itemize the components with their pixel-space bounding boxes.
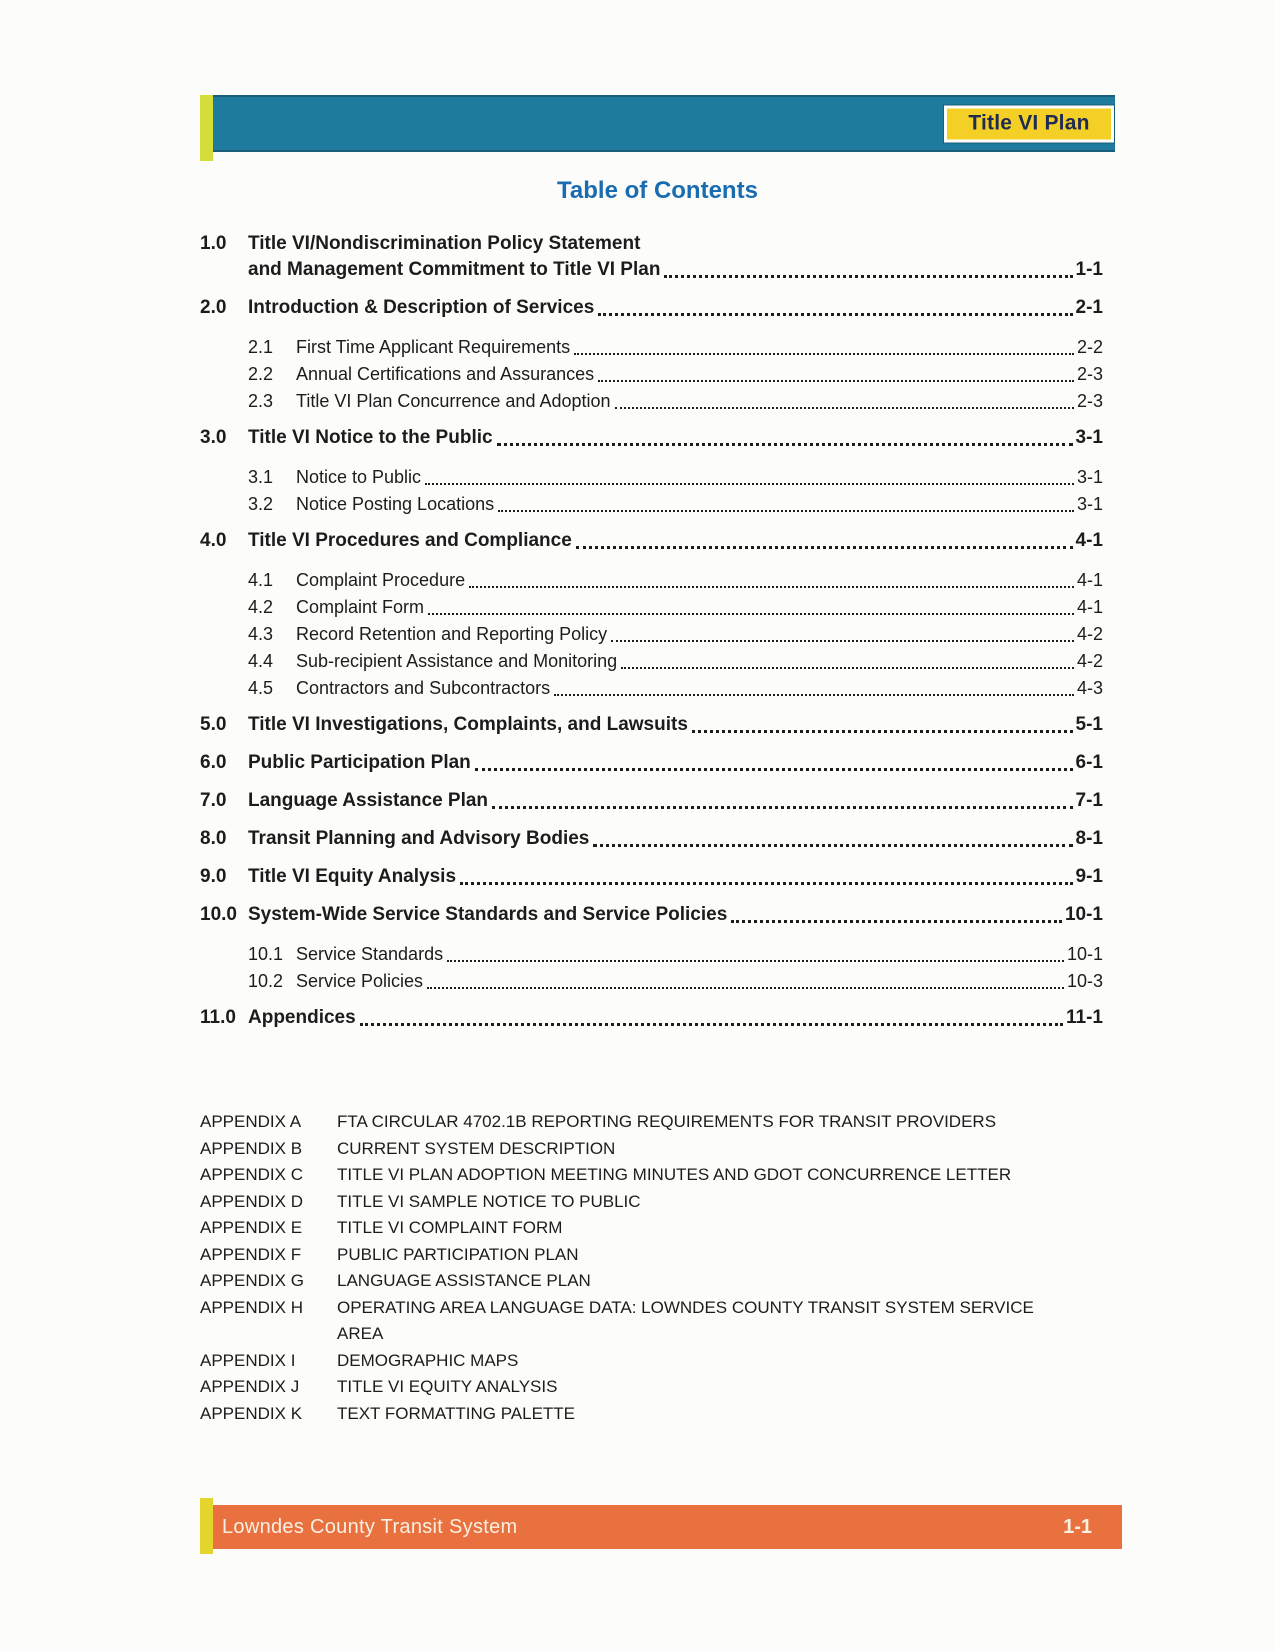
- toc-entry: [200, 567, 1115, 593]
- appendix-title: CURRENT SYSTEM DESCRIPTION: [337, 1138, 616, 1158]
- toc-entry: [200, 231, 1115, 283]
- toc-entry-title: Title VI Notice to the Public: [248, 427, 493, 448]
- page-title: Table of Contents: [557, 177, 758, 204]
- appendix-title: TITLE VI EQUITY ANALYSIS: [337, 1377, 558, 1396]
- toc-entry-number: 11.0: [200, 1007, 236, 1028]
- dot-leader: [598, 313, 1072, 316]
- dot-leader: [460, 882, 1073, 885]
- toc-entry-title: Notice Posting Locations: [296, 494, 495, 514]
- toc-entry-number: 7.0: [200, 790, 227, 811]
- toc-entry-page: 7-1: [1075, 790, 1103, 811]
- document-title-badge: Title VI Plan: [944, 105, 1114, 142]
- toc-entry: [200, 491, 1115, 517]
- appendix-row: [200, 1162, 1115, 1189]
- appendix-label: APPENDIX A: [200, 1112, 302, 1131]
- appendix-label: APPENDIX F: [200, 1244, 302, 1264]
- dot-leader: [692, 730, 1073, 733]
- footer-accent-stripe: [200, 1498, 213, 1554]
- dot-leader: [574, 353, 1074, 355]
- appendix-label: APPENDIX D: [200, 1191, 303, 1211]
- toc-entry-number: 2.0: [200, 297, 227, 318]
- dot-leader: [576, 546, 1073, 549]
- appendix-title: PUBLIC PARTICIPATION PLAN: [337, 1244, 579, 1264]
- toc-entry-title: Complaint Form: [296, 597, 425, 617]
- toc-entry-page: 2-3: [1076, 391, 1103, 411]
- toc-entry-number: 4.4: [248, 651, 274, 671]
- toc-entry-title: Notice to Public: [296, 467, 422, 487]
- header-accent-stripe: [200, 95, 213, 161]
- toc-entry: [200, 621, 1115, 647]
- appendix-row: [200, 1401, 1115, 1428]
- footer-page-number: 1-1: [1063, 1515, 1092, 1538]
- toc-entry-title: Title VI Investigations, Complaints, and Lawsuits: [248, 714, 688, 735]
- toc-entry-title: Sub-recipient Assistance and Monitoring: [296, 651, 618, 671]
- toc-entry: [200, 941, 1115, 967]
- toc-entry-page: 6-1: [1075, 752, 1103, 773]
- toc-entry-number: 4.5: [248, 678, 274, 698]
- toc-entry-title: Contractors and Subcontractors: [296, 678, 551, 698]
- toc-entry-number: 2.2: [248, 364, 274, 384]
- appendix-row: [200, 1242, 1115, 1269]
- document-page: [200, 95, 1115, 1427]
- toc-entry-page: 4-1: [1076, 570, 1103, 590]
- appendix-row: [200, 1109, 1115, 1136]
- dot-leader: [427, 987, 1064, 989]
- toc-entry-page: 10-1: [1066, 944, 1103, 964]
- toc-entry: [200, 425, 1115, 451]
- toc-entry: [200, 528, 1115, 554]
- appendix-title: FTA CIRCULAR 4702.1B REPORTING REQUIREMENTS FOR TRANSIT PROVIDERS: [337, 1112, 997, 1131]
- toc-entry-page: 3-1: [1075, 427, 1103, 448]
- toc-entry: [200, 361, 1115, 387]
- toc-entry-title: Appendices: [248, 1007, 356, 1028]
- appendix-label: APPENDIX H: [200, 1297, 303, 1317]
- dot-leader: [731, 920, 1062, 923]
- appendix-row: [200, 1215, 1115, 1242]
- dot-leader: [621, 667, 1074, 669]
- toc-entry: [200, 334, 1115, 360]
- toc-entry-title: Service Standards: [296, 944, 444, 964]
- toc-entry-title: Service Policies: [296, 971, 424, 991]
- toc-entry-title: Public Participation Plan: [248, 752, 471, 773]
- toc-entry-title: Title VI Procedures and Compliance: [248, 530, 572, 551]
- toc-entry-title: Title VI Equity Analysis: [248, 866, 457, 887]
- toc-entry: [200, 464, 1115, 490]
- appendix-title: OPERATING AREA LANGUAGE DATA: LOWNDES COUNTY TRANSIT SYSTEM SERVICE AREA: [337, 1297, 1034, 1343]
- toc-entry: [200, 750, 1115, 776]
- toc-entry: [200, 864, 1115, 890]
- toc-entry-page: 4-3: [1076, 678, 1103, 698]
- toc-entry-number: 2.3: [248, 391, 274, 411]
- toc-entry: [200, 1005, 1115, 1031]
- dot-leader: [447, 960, 1064, 962]
- toc-entry-page: 2-2: [1076, 337, 1103, 357]
- appendix-label: APPENDIX J: [200, 1377, 300, 1396]
- toc-entry-title: Record Retention and Reporting Policy: [296, 624, 608, 644]
- appendix-label: APPENDIX B: [200, 1138, 303, 1158]
- toc-entry-number: 4.3: [248, 624, 274, 644]
- toc-entry-page: 4-1: [1075, 530, 1103, 551]
- appendix-row: [200, 1189, 1115, 1216]
- appendix-label: APPENDIX K: [200, 1403, 303, 1423]
- toc-entry-number: 10.0: [200, 904, 237, 925]
- dot-leader: [425, 483, 1074, 485]
- dot-leader: [360, 1023, 1063, 1026]
- appendix-row: [200, 1348, 1115, 1375]
- footer-bar: [200, 1505, 1122, 1549]
- toc-entry-page: 8-1: [1075, 828, 1103, 849]
- appendix-row: [200, 1374, 1115, 1401]
- toc-entry-number: 4.2: [248, 597, 274, 617]
- toc-entry: [200, 712, 1115, 738]
- toc-entry-title: First Time Applicant Requirements: [296, 337, 571, 357]
- toc-entry-title: Annual Certifications and Assurances: [296, 364, 595, 384]
- toc-entry-title: Complaint Procedure: [296, 570, 466, 590]
- toc-entry-page: 3-1: [1076, 467, 1103, 487]
- appendix-title: TITLE VI COMPLAINT FORM: [337, 1218, 563, 1237]
- toc-entry-title: Transit Planning and Advisory Bodies: [248, 828, 590, 849]
- toc-entry-page: 3-1: [1076, 494, 1103, 514]
- toc-entry-number: 3.2: [248, 494, 274, 514]
- toc-entry-title: System-Wide Service Standards and Service Policies: [248, 904, 728, 925]
- toc-entry-page: 11-1: [1066, 1007, 1103, 1028]
- toc-entry-page: 9-1: [1075, 866, 1103, 887]
- toc-entry-page: 4-2: [1076, 651, 1103, 671]
- toc-entry-title-line1: Title VI/Nondiscrimination Policy Statement: [248, 233, 641, 254]
- toc-list: [200, 231, 1115, 1031]
- toc-entry-page: 10-1: [1064, 904, 1103, 925]
- toc-entry-title: Introduction & Description of Services: [248, 297, 595, 318]
- toc-entry-number: 6.0: [200, 752, 227, 773]
- dot-leader: [498, 510, 1074, 512]
- appendix-title: LANGUAGE ASSISTANCE PLAN: [337, 1271, 591, 1290]
- appendix-row: [200, 1268, 1115, 1295]
- appendix-label: APPENDIX C: [200, 1165, 303, 1184]
- toc-entry-number: 3.1: [248, 467, 274, 487]
- dot-leader: [664, 275, 1072, 278]
- appendix-list: [200, 1109, 1115, 1427]
- dot-leader: [593, 844, 1072, 847]
- appendix-row: [200, 1295, 1115, 1348]
- toc-entry-number: 4.0: [200, 530, 227, 551]
- dot-leader: [598, 380, 1074, 382]
- toc-entry: [200, 675, 1115, 701]
- dot-leader: [497, 443, 1073, 446]
- appendix-title: TITLE VI SAMPLE NOTICE TO PUBLIC: [337, 1191, 641, 1211]
- toc-entry: [200, 968, 1115, 994]
- toc-entry-title: Language Assistance Plan: [248, 790, 489, 811]
- toc-entry-number: 9.0: [200, 866, 227, 887]
- header-banner: [200, 95, 1115, 152]
- dot-leader: [428, 613, 1074, 615]
- toc-entry: [200, 648, 1115, 674]
- appendix-title: TEXT FORMATTING PALETTE: [337, 1403, 576, 1423]
- dot-leader: [554, 694, 1074, 696]
- toc-entry: [200, 902, 1115, 928]
- toc-entry: [200, 388, 1115, 414]
- appendix-label: APPENDIX E: [200, 1218, 303, 1237]
- dot-leader: [615, 407, 1074, 409]
- toc-entry-number: 3.0: [200, 427, 227, 448]
- toc-entry-title: Title VI Plan Concurrence and Adoption: [296, 391, 611, 411]
- toc-entry: [200, 826, 1115, 852]
- toc-entry-page: 2-1: [1075, 297, 1103, 318]
- toc-entry-page: 2-3: [1076, 364, 1103, 384]
- toc-entry-page: 4-1: [1076, 597, 1103, 617]
- appendix-row: [200, 1136, 1115, 1163]
- toc-entry-page: 5-1: [1075, 714, 1103, 735]
- toc-entry-page: 10-3: [1066, 971, 1103, 991]
- appendix-label: APPENDIX I: [200, 1350, 296, 1370]
- appendix-label: APPENDIX G: [200, 1271, 304, 1290]
- toc-entry-number: 10.1: [248, 944, 284, 964]
- toc-entry-number: 2.1: [248, 337, 274, 357]
- toc-entry: [200, 788, 1115, 814]
- toc-entry-number: 10.2: [248, 971, 284, 991]
- toc-entry-page: 4-2: [1076, 624, 1103, 644]
- appendix-title: TITLE VI PLAN ADOPTION MEETING MINUTES AND GDOT CONCURRENCE LETTER: [337, 1165, 1012, 1184]
- dot-leader: [492, 806, 1072, 809]
- toc-entry-title: and Management Commitment to Title VI Plan: [248, 259, 661, 280]
- toc-entry-number: 1.0: [200, 233, 227, 254]
- toc-entry-number: 4.1: [248, 570, 274, 590]
- toc-entry: [200, 594, 1115, 620]
- toc-entry: [200, 295, 1115, 321]
- toc-entry-number: 5.0: [200, 714, 227, 735]
- dot-leader: [611, 640, 1074, 642]
- footer-org-name: Lowndes County Transit System: [222, 1515, 518, 1538]
- toc-entry-page: 1-1: [1075, 259, 1103, 280]
- dot-leader: [469, 586, 1074, 588]
- dot-leader: [475, 768, 1073, 771]
- toc-entry-number: 8.0: [200, 828, 227, 849]
- appendix-title: DEMOGRAPHIC MAPS: [337, 1350, 519, 1370]
